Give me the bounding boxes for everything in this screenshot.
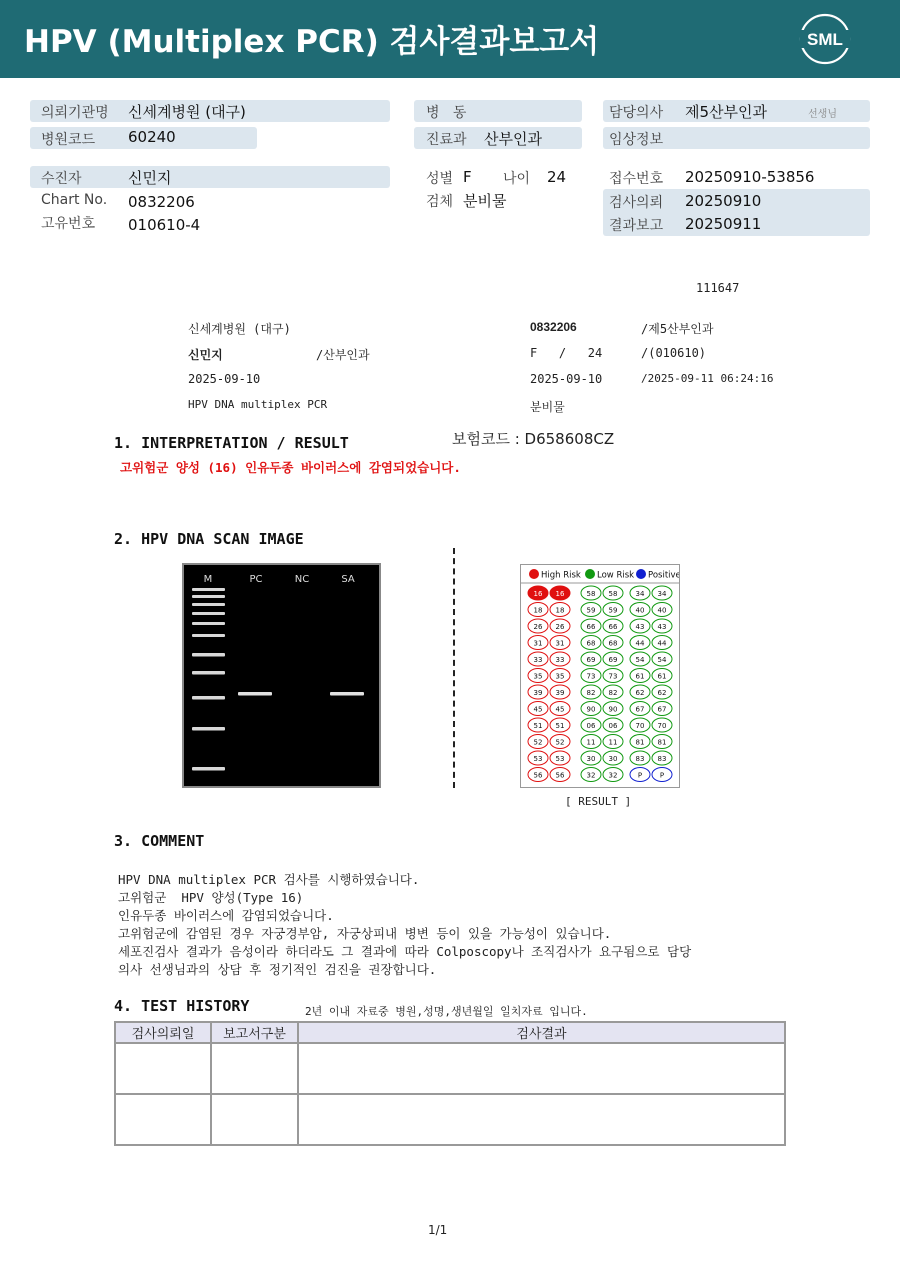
comment-body [118,871,691,979]
hpv-probe-label: 39 [533,688,543,697]
comment-line: 세포진검사 결과가 음성이라 하더라도 그 결과에 따라 Colposcopy나 조직검사가 요구됨으로 담당 [118,944,692,959]
hpv-probe-label: 90 [586,705,596,714]
hpv-probe-label: 54 [657,655,667,664]
hpv-probe-label: 35 [555,672,565,681]
label-datetime: /2025-09-11 06:24:16 [641,372,774,385]
hpv-probe-label: 83 [657,754,667,763]
history-col-reqdate: 검사의뢰일 [115,1022,211,1043]
table-row [115,1094,785,1145]
hpv-probe-label: 32 [608,771,618,780]
hpv-probe-label: 69 [586,655,596,664]
hpv-probe-label: 54 [635,655,645,664]
hpv-probe-label: 52 [555,738,565,747]
hpv-probe-label: 26 [555,622,565,631]
comment-line: 고위험군 HPV 양성(Type 16) [118,890,304,905]
label-date1: 2025-09-10 [188,372,261,386]
hpv-result-panel [520,564,680,788]
hpv-probe-label: 16 [555,589,565,598]
hpv-probe-label: 11 [586,738,596,747]
hpv-probe-label: 45 [533,705,543,714]
hpv-probe-label: 90 [608,705,618,714]
hpv-probe-label: 67 [635,705,645,714]
result-caption: [ RESULT ] [565,795,632,808]
label-name: 신민지 [188,348,223,362]
section2-heading: 2. HPV DNA SCAN IMAGE [114,530,304,548]
report-title: HPV (Multiplex PCR) 검사결과보고서 [24,24,600,60]
hpv-probe-label: 83 [635,754,645,763]
legend-label: High Risk [541,570,581,581]
hpv-probe-label: 33 [555,655,565,664]
hosp-code-value: 60240 [128,128,176,146]
legend-marker-0 [529,569,539,579]
ward-label: 병 동 [426,105,467,121]
comment-line: 인유두종 바이러스에 감염되었습니다. [118,908,334,923]
hpv-probe-label: 70 [635,721,645,730]
hpv-probe-label: 73 [586,672,596,681]
label-date2: 2025-09-10 [530,372,603,386]
history-col-result: 검사결과 [298,1022,785,1043]
legend-marker-2 [636,569,646,579]
hosp-code-label: 병원코드 [41,132,96,148]
patient-value: 신민지 [128,169,172,187]
history-note: 2년 이내 자료중 병원,성명,생년월일 일치자료 입니다. [305,1005,588,1018]
sex-value: F [463,168,472,186]
hpv-probe-label: 53 [533,754,543,763]
dept-label: 진료과 [426,132,467,148]
hpv-probe-label: 51 [555,721,565,730]
hpv-probe-label: 31 [533,639,543,648]
hpv-probe-label: 30 [586,754,596,763]
report-label: 결과보고 [609,218,664,234]
report-header [0,0,900,78]
req-inst-label: 의뢰기관명 [41,105,109,121]
sa-band [330,692,364,696]
hpv-probe-label: 40 [657,606,667,615]
uid-label: 고유번호 [41,216,96,232]
hpv-probe-label: 34 [635,589,645,598]
hpv-probe-label: 56 [533,771,543,780]
hpv-probe-label: 81 [635,738,645,747]
hpv-probe-label: 66 [608,622,618,631]
hpv-probe-label: 40 [635,606,645,615]
gel-lane-label: PC [249,574,263,585]
logo-text: SML [807,30,843,49]
hpv-probe-label: 18 [555,606,565,615]
clinical-label: 임상정보 [609,132,664,148]
dept-value: 산부인과 [484,130,542,148]
gel-image [182,563,381,788]
specimen-label: 검체 [426,194,454,210]
label-uid: /(010610) [641,346,707,360]
sml-logo-icon [798,12,852,66]
hpv-probe-label: 67 [657,705,667,714]
pc-band [238,692,272,696]
chart-label: Chart No. [41,192,108,208]
comment-line: 고위험군에 감염된 경우 자궁경부암, 자궁상피내 병변 등이 있을 가능성이 있습니다. [118,926,612,941]
hpv-probe-label: 52 [533,738,543,747]
hpv-probe-label: 30 [608,754,618,763]
insurance-code: 보험코드 : D658608CZ [452,430,615,448]
label-hosp: 신세계병원 (대구) [188,322,291,336]
hpv-probe-label: 45 [555,705,565,714]
patient-bar [30,166,390,188]
hpv-probe-label: 81 [657,738,667,747]
age-label: 나이 [503,171,531,187]
doctor-label: 담당의사 [609,105,664,121]
label-id: 111647 [696,281,740,295]
history-col-type: 보고서구분 [211,1022,298,1043]
hpv-probe-label: 62 [635,688,645,697]
hpv-probe-label: 68 [586,639,596,648]
section3-heading: 3. COMMENT [114,832,205,850]
hpv-probe-label: 06 [586,721,596,730]
section4-heading: 4. TEST HISTORY [114,997,250,1015]
hpv-probe-label: 66 [586,622,596,631]
label-specimen: 분비물 [530,400,565,414]
hpv-probe-label: 61 [657,672,667,681]
hpv-probe-label: 58 [586,589,596,598]
hpv-probe-label: 44 [635,639,645,648]
hpv-probe-label: 33 [533,655,543,664]
comment-line: HPV DNA multiplex PCR 검사를 시행하였습니다. [118,872,420,887]
section1-heading: 1. INTERPRETATION / RESULT [114,434,349,452]
hpv-probe-label: 31 [555,639,565,648]
hpv-probe-label: 56 [555,771,565,780]
hpv-probe-label: 32 [586,771,596,780]
page-number: 1/1 [428,1223,448,1237]
hpv-probe-label: 58 [608,589,618,598]
hpv-probe-label: 34 [657,589,667,598]
label-doctor: /제5산부인과 [641,322,714,336]
hpv-probe-label: P [659,771,665,780]
hpv-probe-label: 59 [608,606,618,615]
age-value: 24 [547,168,567,186]
legend-label: Positive [648,570,679,581]
doctor-suffix: 선생님 [808,109,837,120]
chart-value: 0832206 [128,193,195,211]
hpv-probe-label: 39 [555,688,565,697]
req-inst-value: 신세계병원 (대구) [128,103,246,121]
reqdate-value: 20250910 [685,192,762,210]
hpv-probe-label: 18 [533,606,543,615]
report-value: 20250911 [685,215,762,233]
hpv-probe-label: 44 [657,639,667,648]
label-test: HPV DNA multiplex PCR [188,398,328,411]
doctor-value: 제5산부인과 [685,103,767,121]
hpv-probe-label: 53 [555,754,565,763]
legend-label: Low Risk [597,570,635,581]
gel-lane-label: SA [341,574,355,585]
interpretation-result: 고위험군 양성 (16) 인유두종 바이러스에 감염되었습니다. [120,460,461,475]
legend-marker-1 [585,569,595,579]
hpv-probe-label: 69 [608,655,618,664]
table-row [115,1043,785,1094]
hpv-probe-label: P [637,771,643,780]
hpv-probe-label: 35 [533,672,543,681]
hpv-probe-label: 06 [608,721,618,730]
label-dept: /산부인과 [316,348,370,362]
history-table [114,1021,786,1146]
comment-line: 의사 선생님과의 상담 후 정기적인 검진을 권장합니다. [118,962,437,977]
hpv-probe-label: 62 [657,688,667,697]
hpv-probe-label: 82 [586,688,596,697]
gel-lane-label: M [203,574,213,585]
hpv-probe-label: 59 [586,606,596,615]
hpv-probe-label: 70 [657,721,667,730]
uid-value: 010610-4 [128,216,201,234]
marker-ladder [192,588,225,771]
hpv-probe-label: 73 [608,672,618,681]
hpv-probe-label: 11 [608,738,618,747]
label-sexage: F / 24 [530,346,603,360]
hpv-probe-label: 26 [533,622,543,631]
recv-value: 20250910-53856 [685,168,815,186]
hpv-probe-label: 43 [635,622,645,631]
label-chart: 0832206 [530,320,577,334]
hpv-probe-label: 43 [657,622,667,631]
gel-lane-label: NC [294,574,310,585]
hpv-probe-label: 16 [533,589,543,598]
divider-dashed [453,548,455,788]
reqdate-label: 검사의뢰 [609,195,664,211]
recv-label: 접수번호 [609,171,664,187]
specimen-value: 분비물 [463,192,507,210]
patient-label: 수진자 [41,171,82,187]
sex-label: 성별 [426,171,454,187]
hpv-probe-label: 82 [608,688,618,697]
hpv-probe-label: 68 [608,639,618,648]
hpv-probe-label: 61 [635,672,645,681]
hpv-probe-label: 51 [533,721,543,730]
hpv-grid [521,565,679,787]
